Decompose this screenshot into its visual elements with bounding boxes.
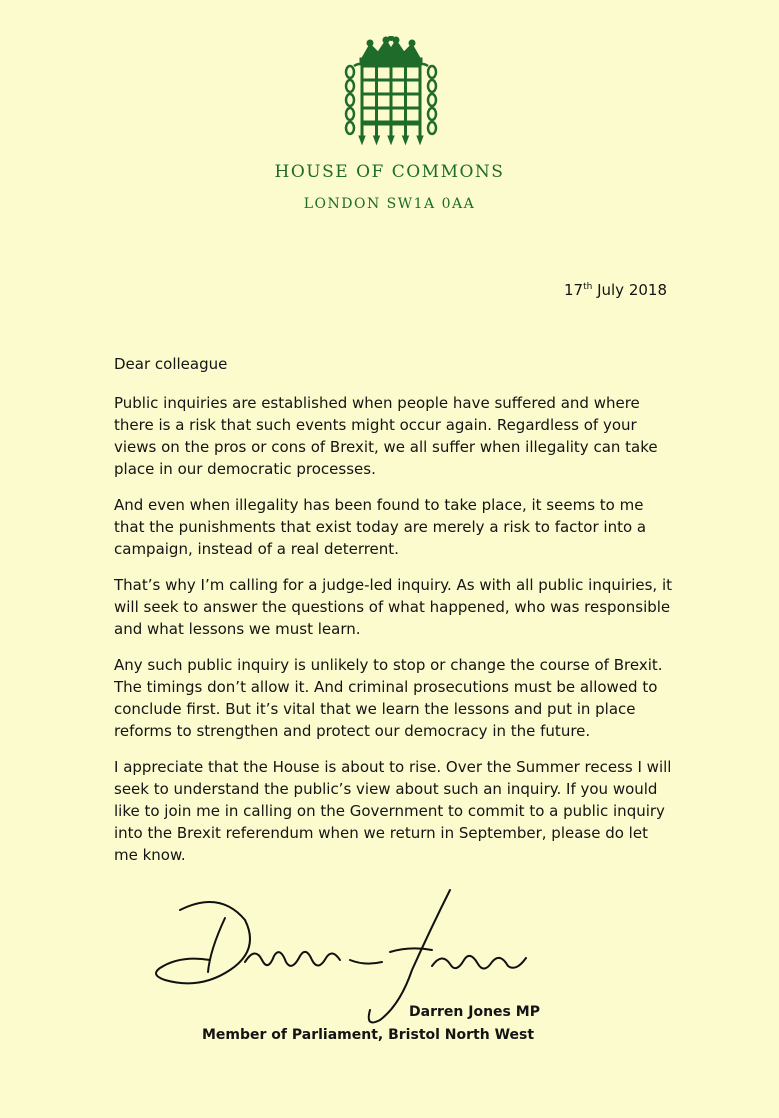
body-paragraph: And even when illegality has been found to take place, it seems to me that the punishments that exist today are merely a risk to factor into a campaign, instead of a real deterrent. (114, 496, 647, 558)
salutation: Dear colleague (114, 355, 228, 373)
signatory-name: Darren Jones MP (409, 1004, 540, 1020)
body-paragraph: Public inquiries are established when people have suffered and where there is a risk that such events might occur again. Regardless of your views on the pros or cons of Brexit, we all suffer when illegality can take place in our democratic processes. (114, 394, 658, 478)
body-paragraph: That’s why I’m calling for a judge-led inquiry. As with all public inquiries, it will seek to answer the questions of what happened, who was responsible and what lessons we must learn. (114, 576, 672, 638)
body-paragraph: I appreciate that the House is about to rise. Over the Summer recess I will seek to understand the public’s view about such an inquiry. If you would like to join me in calling on the Government to commit to a public inquiry into the Brexit referendum when we return in September, please do let me know. (114, 758, 672, 864)
date-day: 17 (563, 281, 584, 299)
letter-body (114, 392, 674, 880)
signatory-title: Member of Parliament, Bristol North West (202, 1027, 535, 1043)
institution-address: LONDON SW1A 0AA (303, 196, 476, 212)
letter-date (564, 281, 667, 299)
date-month-year: July 2018 (592, 281, 667, 299)
date-suffix: th (583, 282, 593, 292)
portcullis-icon (340, 36, 442, 146)
body-paragraph: Any such public inquiry is unlikely to stop or change the course of Brexit. The timings don’t allow it. And criminal prosecutions must be allowed to conclude first. But it’s vital that we learn the lessons and put in place reforms to strengthen and protect our democracy in the future. (114, 656, 663, 740)
institution-name: HOUSE OF COMMONS (274, 162, 505, 182)
